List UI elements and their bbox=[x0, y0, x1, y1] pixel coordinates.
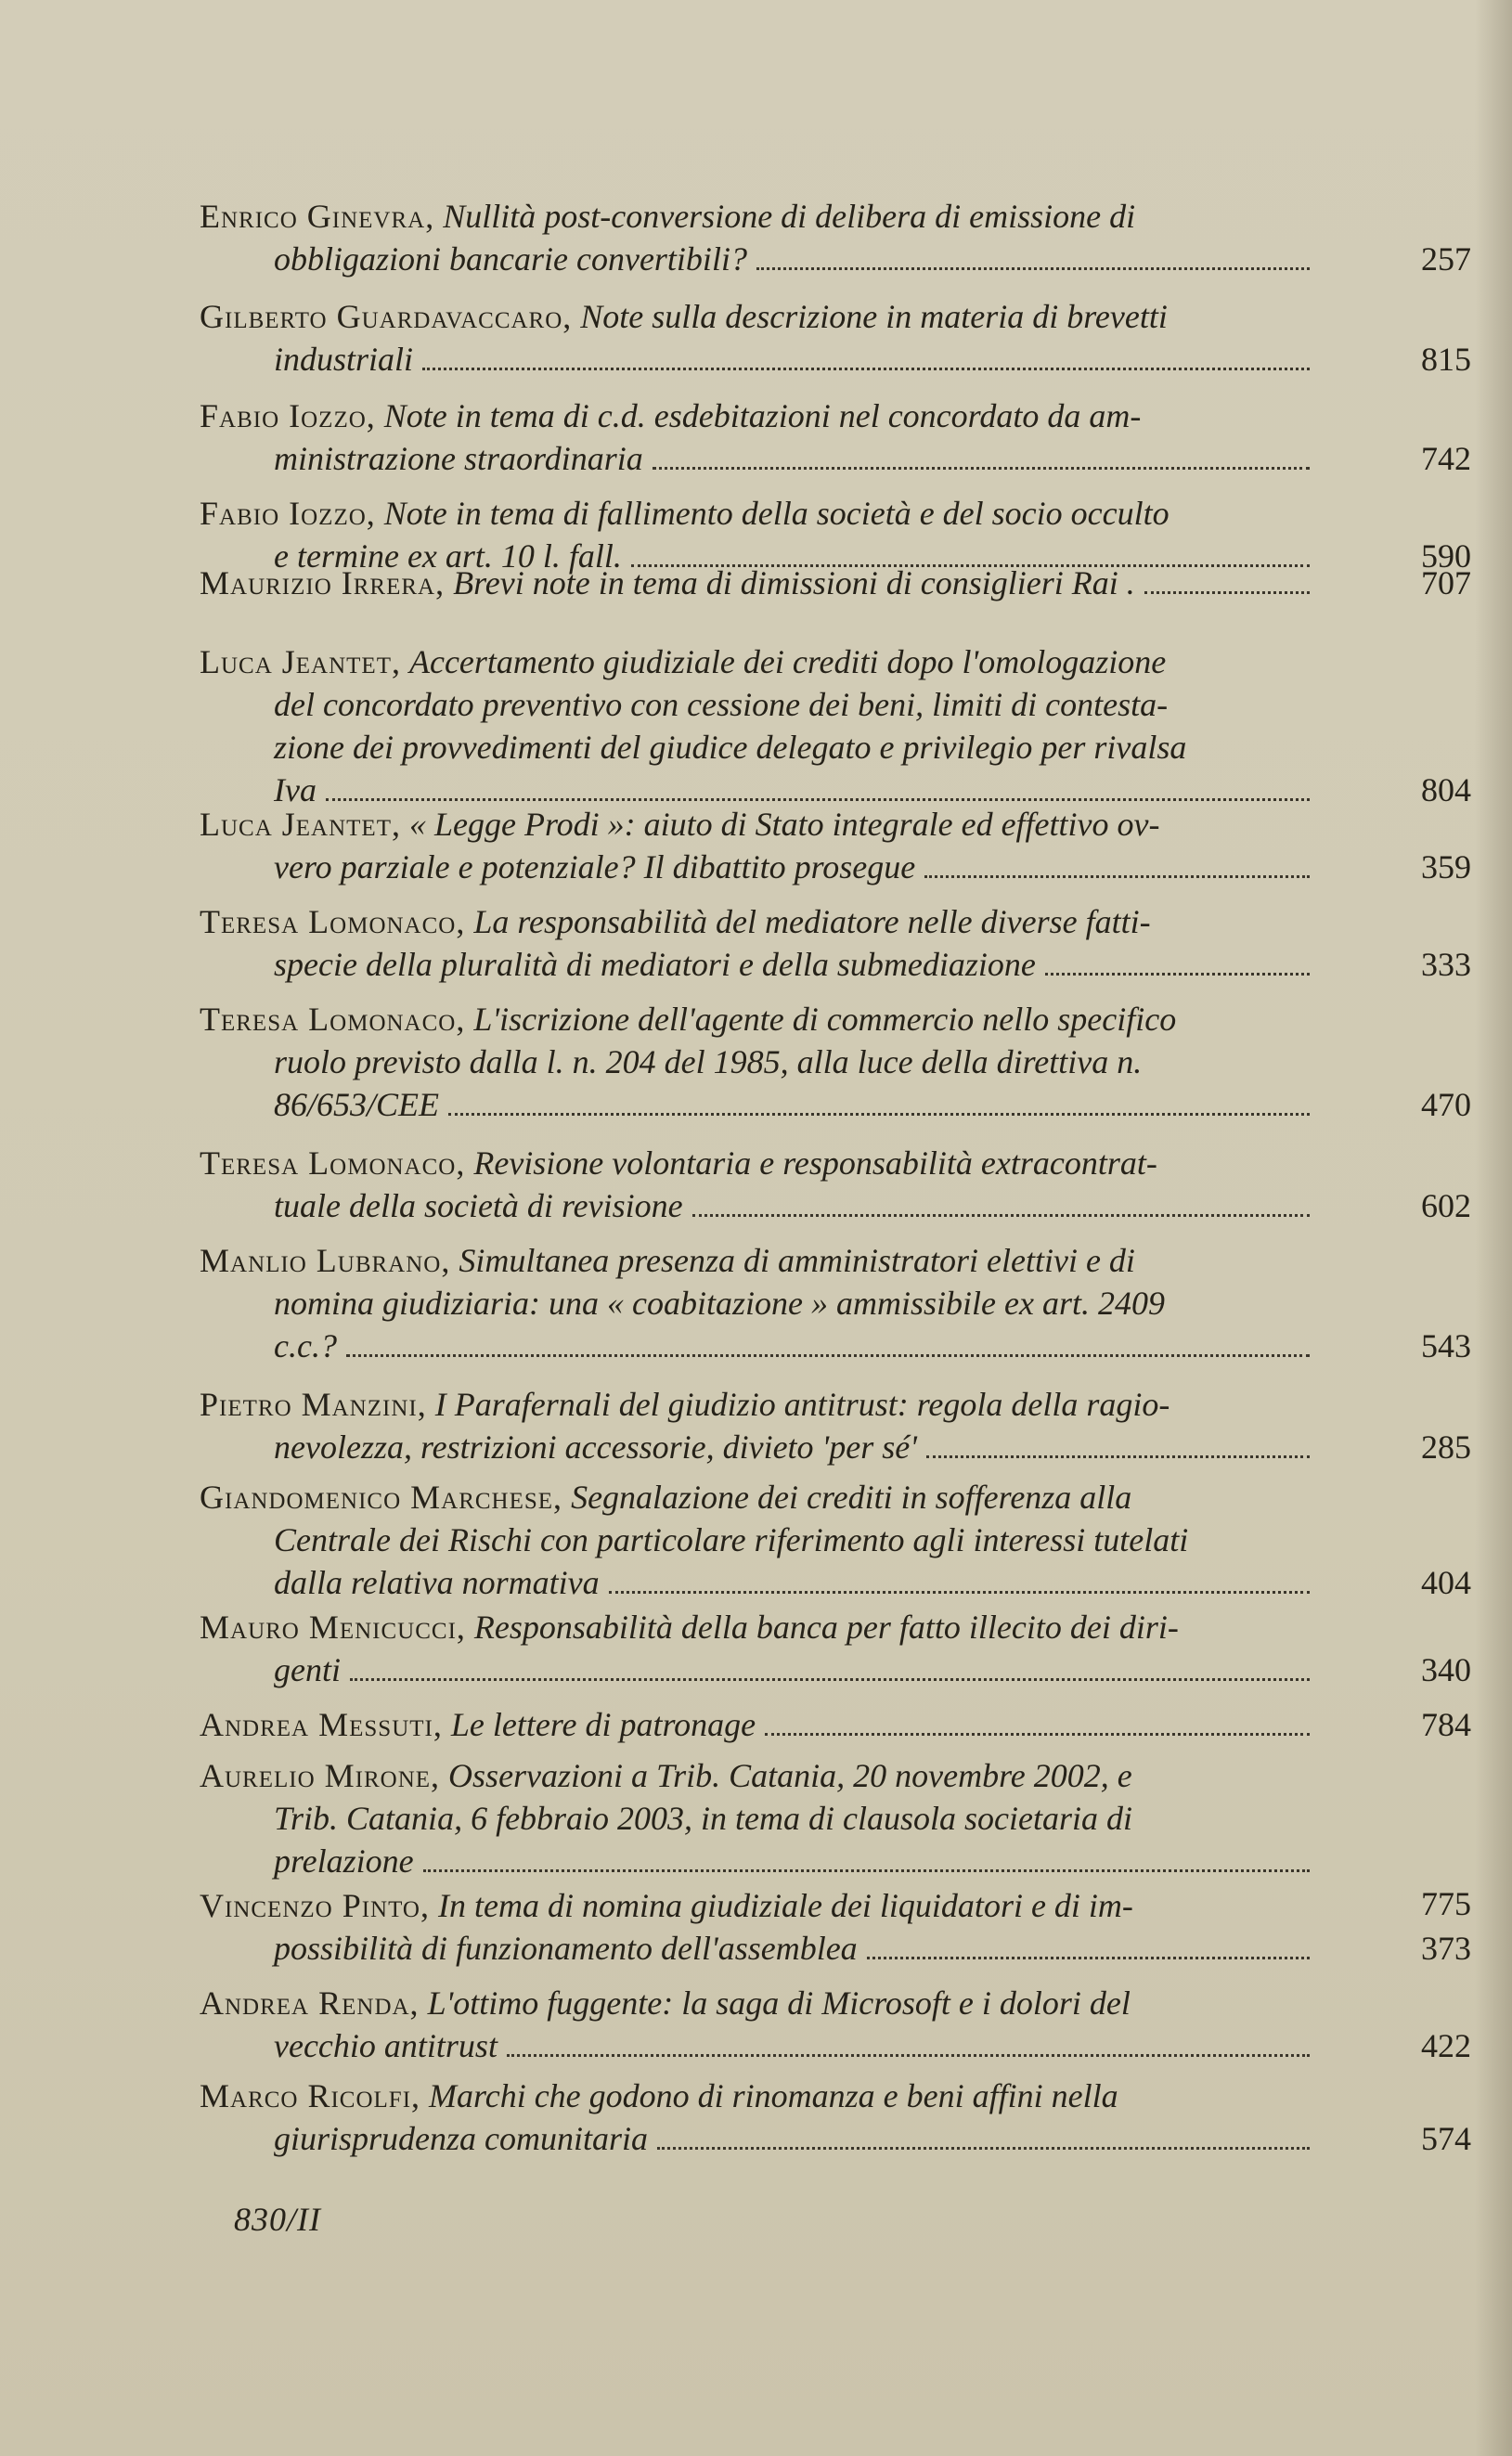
entry-last-line bbox=[200, 1561, 1313, 1604]
title-line: Note in tema di fallimento della società e del socio occulto bbox=[383, 495, 1170, 532]
entry-line bbox=[200, 1982, 1313, 2024]
entry-text bbox=[200, 900, 1313, 986]
title-line: dalla relativa normativa bbox=[274, 1564, 600, 1601]
dot-leader bbox=[350, 1678, 1310, 1681]
entry-line bbox=[200, 998, 1313, 1041]
author-name: Andrea Messuti, bbox=[200, 1706, 443, 1743]
entry-line bbox=[200, 492, 1313, 535]
page-number: 590 bbox=[1421, 537, 1471, 575]
title-line: Accertamento giudiziale dei crediti dopo l'omologazione bbox=[408, 643, 1167, 680]
title-line: vecchio antitrust bbox=[274, 2027, 498, 2064]
index-entry bbox=[200, 295, 1471, 381]
title-line: Le lettere di patronage bbox=[450, 1706, 756, 1743]
page-number: 815 bbox=[1421, 341, 1471, 378]
index-entry bbox=[200, 1703, 1471, 1746]
entry-last-line bbox=[200, 1083, 1313, 1126]
dot-leader bbox=[692, 1214, 1310, 1217]
title-line: Trib. Catania, 6 febbraio 2003, in tema di clausola societaria di bbox=[274, 1800, 1133, 1837]
page-number: 257 bbox=[1421, 240, 1471, 278]
entry-text bbox=[200, 1383, 1313, 1468]
title-line: zione dei provvedimenti del giudice delegato e privilegio per rivalsa bbox=[274, 729, 1187, 766]
page-number: 285 bbox=[1421, 1428, 1471, 1466]
index-entry bbox=[200, 1982, 1471, 2067]
entry-text bbox=[200, 1239, 1313, 1367]
title-line: del concordato preventivo con cessione dei beni, limiti di contesta- bbox=[274, 686, 1169, 723]
entry-line bbox=[200, 1884, 1313, 1927]
page-number: 784 bbox=[1421, 1706, 1471, 1743]
dot-leader bbox=[924, 875, 1310, 878]
title-line: specie della pluralità di mediatori e della submediazione bbox=[274, 946, 1036, 983]
author-name: Maurizio Irrera, bbox=[200, 564, 446, 601]
entry-text bbox=[200, 1754, 1313, 1882]
entry-text bbox=[200, 803, 1313, 888]
page-number: 470 bbox=[1421, 1086, 1471, 1123]
entry-line bbox=[200, 394, 1313, 437]
author-name: Fabio Iozzo, bbox=[200, 397, 376, 434]
title-line: Note sulla descrizione in materia di brevetti bbox=[580, 298, 1168, 335]
title-line: Responsabilità della banca per fatto illecito dei diri- bbox=[473, 1609, 1179, 1646]
entry-line bbox=[200, 1383, 1313, 1426]
title-line: nomina giudiziaria: una « coabitazione » ammissibile ex art. 2409 bbox=[274, 1285, 1165, 1322]
entry-text bbox=[200, 2075, 1313, 2160]
entry-text bbox=[200, 1703, 1313, 1746]
author-name: Manlio Lubrano, bbox=[200, 1242, 451, 1279]
dot-leader bbox=[926, 1455, 1310, 1458]
title-line: possibilità di funzionamento dell'assemblea bbox=[274, 1930, 858, 1967]
index-entry bbox=[200, 562, 1471, 604]
dot-leader bbox=[756, 267, 1310, 270]
entry-last-line bbox=[200, 2117, 1313, 2160]
entry-last-line bbox=[200, 238, 1313, 280]
title-line: La responsabilità del mediatore nelle diverse fatti- bbox=[473, 903, 1151, 940]
page-number: 602 bbox=[1421, 1187, 1471, 1224]
page-number: 742 bbox=[1421, 440, 1471, 477]
entry-line bbox=[200, 295, 1313, 338]
page-number: 373 bbox=[1421, 1930, 1471, 1967]
entry-last-line bbox=[200, 1184, 1313, 1227]
dot-leader bbox=[423, 1869, 1310, 1872]
dot-leader bbox=[867, 1957, 1310, 1959]
page-footer: 830/II bbox=[234, 2201, 321, 2238]
title-line: c.c.? bbox=[274, 1327, 337, 1364]
entry-last-line bbox=[200, 943, 1313, 986]
page-number: 775 bbox=[1421, 1885, 1471, 1922]
index-entry bbox=[200, 1884, 1471, 1970]
entry-text bbox=[200, 640, 1313, 811]
index-entry bbox=[200, 1239, 1471, 1367]
author-name: Gilberto Guardavaccaro, bbox=[200, 298, 573, 335]
title-line: « Legge Prodi »: aiuto di Stato integrale ed effettivo ov- bbox=[408, 806, 1160, 843]
title-line: nevolezza, restrizioni accessorie, divieto 'per sé' bbox=[274, 1428, 917, 1466]
entry-text bbox=[200, 1884, 1313, 1970]
author-name: Enrico Ginevra, bbox=[200, 198, 435, 235]
dot-leader bbox=[653, 467, 1310, 470]
title-line: ministrazione straordinaria bbox=[274, 440, 643, 477]
entry-last-line bbox=[200, 437, 1313, 480]
dot-leader bbox=[609, 1591, 1310, 1594]
dot-leader bbox=[507, 2054, 1310, 2057]
title-line: I Parafernali del giudizio antitrust: regola della ragio- bbox=[434, 1386, 1170, 1423]
entry-last-line bbox=[200, 1703, 1313, 1746]
index-entry bbox=[200, 640, 1471, 811]
dot-leader bbox=[765, 1733, 1310, 1736]
entry-last-line bbox=[200, 1325, 1313, 1367]
author-name: Vincenzo Pinto, bbox=[200, 1887, 430, 1924]
page-number: 333 bbox=[1421, 946, 1471, 983]
entry-line bbox=[200, 900, 1313, 943]
title-line: Brevi note in tema di dimissioni di consiglieri Rai . bbox=[453, 564, 1135, 601]
title-line: genti bbox=[274, 1651, 341, 1688]
entry-line bbox=[200, 1282, 1313, 1325]
title-line: L'ottimo fuggente: la saga di Microsoft e i dolori del bbox=[427, 1984, 1131, 2022]
title-line: Nullità post-conversione di delibera di emissione di bbox=[443, 198, 1136, 235]
title-line: Revisione volontaria e responsabilità extracontrat- bbox=[473, 1144, 1157, 1182]
title-line: obbligazioni bancarie convertibili? bbox=[274, 240, 747, 278]
entry-last-line bbox=[200, 1648, 1313, 1691]
author-name: Andrea Renda, bbox=[200, 1984, 420, 2022]
title-line: vero parziale e potenziale? Il dibattito prosegue bbox=[274, 848, 916, 885]
entry-line bbox=[200, 1606, 1313, 1648]
author-name: Teresa Lomonaco, bbox=[200, 1001, 466, 1038]
entry-last-line bbox=[200, 1426, 1313, 1468]
author-name: Teresa Lomonaco, bbox=[200, 903, 466, 940]
entry-last-line bbox=[200, 562, 1313, 604]
entry-line bbox=[200, 1142, 1313, 1184]
dot-leader bbox=[422, 368, 1310, 370]
entry-line bbox=[200, 803, 1313, 846]
title-line: prelazione bbox=[274, 1842, 414, 1880]
entry-line bbox=[200, 640, 1313, 683]
title-line: tuale della società di revisione bbox=[274, 1187, 683, 1224]
author-name: Aurelio Mirone, bbox=[200, 1757, 441, 1794]
dot-leader bbox=[1045, 973, 1310, 976]
index-entry bbox=[200, 998, 1471, 1126]
entry-line bbox=[200, 1239, 1313, 1282]
author-name: Marco Ricolfi, bbox=[200, 2077, 421, 2114]
entry-text bbox=[200, 1982, 1313, 2067]
dot-leader bbox=[448, 1113, 1310, 1116]
dot-leader bbox=[1144, 591, 1310, 594]
entry-last-line bbox=[200, 1927, 1313, 1970]
title-line: giurisprudenza comunitaria bbox=[274, 2120, 649, 2157]
dot-leader bbox=[657, 2147, 1310, 2150]
entry-line bbox=[200, 1754, 1313, 1797]
page-number: 422 bbox=[1421, 2027, 1471, 2064]
entry-last-line bbox=[200, 846, 1313, 888]
page-number: 359 bbox=[1421, 848, 1471, 885]
entry-text bbox=[200, 394, 1313, 480]
entry-line bbox=[200, 1797, 1313, 1840]
page-number: 404 bbox=[1421, 1564, 1471, 1601]
entry-text bbox=[200, 1476, 1313, 1604]
entry-line bbox=[200, 726, 1313, 769]
page-number: 340 bbox=[1421, 1651, 1471, 1688]
title-line: Osservazioni a Trib. Catania, 20 novembre 2002, e bbox=[448, 1757, 1132, 1794]
title-line: Note in tema di c.d. esdebitazioni nel concordato da am- bbox=[383, 397, 1142, 434]
entry-line bbox=[200, 1041, 1313, 1083]
title-line: Simultanea presenza di amministratori elettivi e di bbox=[459, 1242, 1135, 1279]
title-line: 86/653/CEE bbox=[274, 1086, 439, 1123]
entry-text bbox=[200, 195, 1313, 280]
index-entry bbox=[200, 1142, 1471, 1227]
title-line: e termine ex art. 10 l. fall. bbox=[274, 537, 622, 575]
title-line: L'iscrizione dell'agente di commercio nello specifico bbox=[473, 1001, 1177, 1038]
author-name: Giandomenico Marchese, bbox=[200, 1479, 563, 1516]
entry-text bbox=[200, 1606, 1313, 1691]
entry-line bbox=[200, 1476, 1313, 1519]
index-entry bbox=[200, 1476, 1471, 1604]
title-line: Iva bbox=[274, 771, 317, 808]
title-line: industriali bbox=[274, 341, 414, 378]
index-entry bbox=[200, 900, 1471, 986]
entry-text bbox=[200, 295, 1313, 381]
author-name: Luca Jeantet, bbox=[200, 806, 401, 843]
title-line: Marchi che godono di rinomanza e beni affini nella bbox=[429, 2077, 1118, 2114]
title-line: Centrale dei Rischi con particolare riferimento agli interessi tutelati bbox=[274, 1521, 1189, 1558]
entry-line bbox=[200, 2075, 1313, 2117]
page-number: 804 bbox=[1421, 771, 1471, 808]
author-name: Mauro Menicucci, bbox=[200, 1609, 466, 1646]
index-entry bbox=[200, 1606, 1471, 1691]
index-entry bbox=[200, 195, 1471, 280]
title-line: Segnalazione dei crediti in sofferenza alla bbox=[571, 1479, 1132, 1516]
index-entry bbox=[200, 803, 1471, 888]
author-name: Pietro Manzini, bbox=[200, 1386, 427, 1423]
author-name: Teresa Lomonaco, bbox=[200, 1144, 466, 1182]
page-number: 543 bbox=[1421, 1327, 1471, 1364]
page-number: 707 bbox=[1421, 564, 1471, 601]
index-entry bbox=[200, 394, 1471, 480]
dot-leader bbox=[326, 798, 1310, 801]
entry-last-line bbox=[200, 338, 1313, 381]
entry-line bbox=[200, 195, 1313, 238]
dot-leader bbox=[346, 1354, 1310, 1357]
index-entry bbox=[200, 2075, 1471, 2160]
title-line: In tema di nomina giudiziale dei liquidatori e di im- bbox=[437, 1887, 1133, 1924]
title-line: ruolo previsto dalla l. n. 204 del 1985, alla luce della direttiva n. bbox=[274, 1043, 1143, 1080]
author-name: Fabio Iozzo, bbox=[200, 495, 376, 532]
author-name: Luca Jeantet, bbox=[200, 643, 401, 680]
entry-last-line bbox=[200, 2024, 1313, 2067]
entry-text bbox=[200, 998, 1313, 1126]
entry-line bbox=[200, 683, 1313, 726]
page-number: 574 bbox=[1421, 2120, 1471, 2157]
index-entry bbox=[200, 1383, 1471, 1468]
entry-last-line bbox=[200, 1840, 1313, 1882]
entry-text bbox=[200, 562, 1313, 604]
entry-line bbox=[200, 1519, 1313, 1561]
entry-text bbox=[200, 1142, 1313, 1227]
